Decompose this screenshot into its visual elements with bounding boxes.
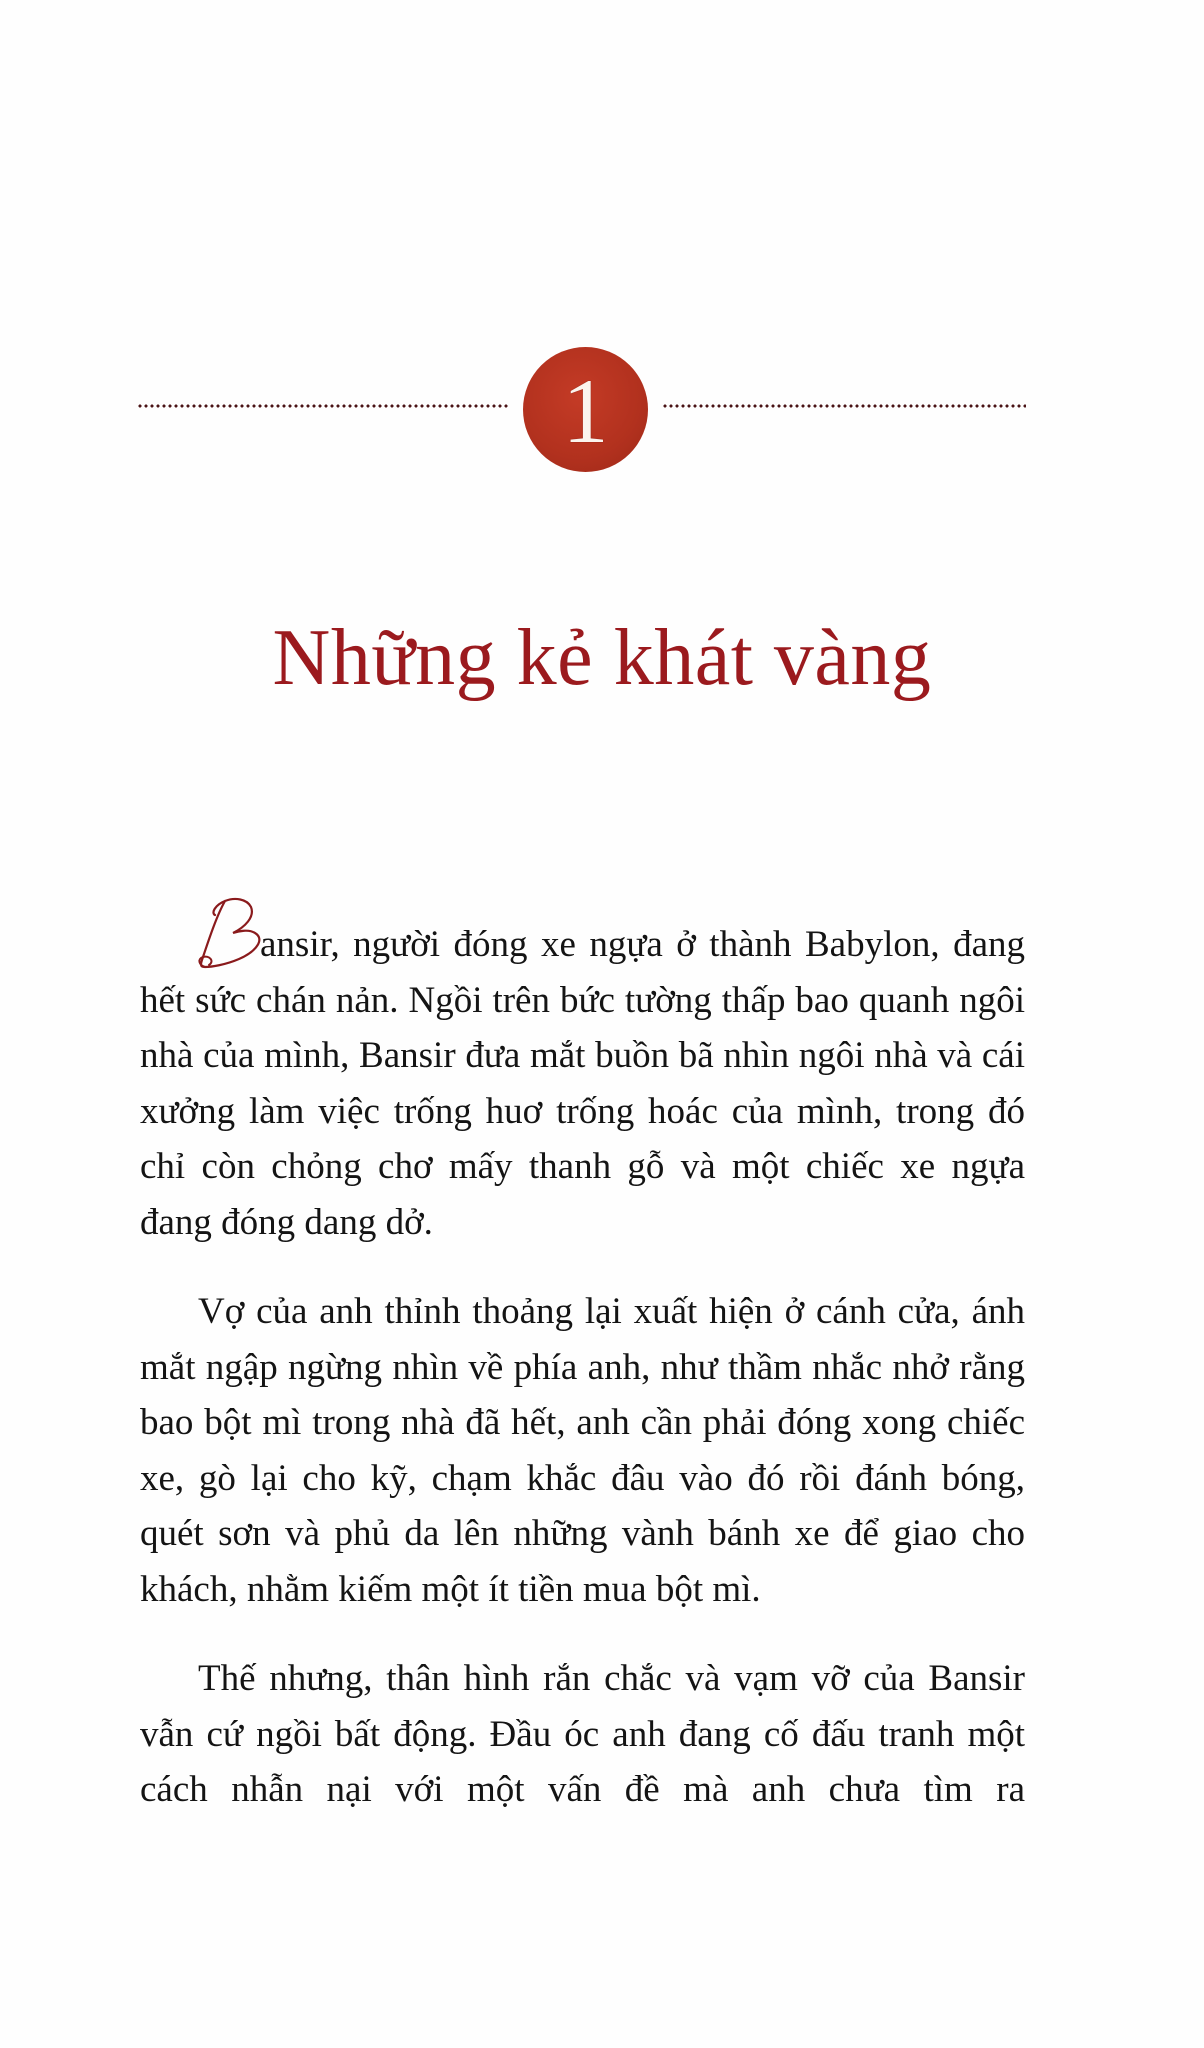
drop-cap-b-icon	[195, 895, 269, 971]
chapter-title: Những kẻ khát vàng	[272, 614, 932, 702]
paragraph: Thế nhưng, thân hình rắn chắc và vạm vỡ của Bansir vẫn cứ ngồi bất động. Đầu óc anh đang cố đấu tranh một cách nhẫn nại với một vấn đề mà anh chưa tìm ra	[140, 1658, 1025, 1810]
paragraph	[140, 917, 1025, 1250]
first-line-text: ansir, người đóng xe ngựa ở thành Babylon,	[260, 924, 940, 965]
chapter-divider-right	[662, 404, 1026, 408]
chapter-number-badge	[523, 347, 648, 472]
paragraph-text: đang hết sức chán nản. Ngồi trên bức tường thấp bao quanh ngôi nhà của mình, Bansir đưa mắt buồn bã nhìn ngôi nhà và cái xưởng làm việc trống huơ trống hoác của mình, trong đó chỉ còn chỏng chơ mấy thanh gỗ và một chiếc xe ngựa đang đóng dang dở.	[140, 924, 1026, 1243]
chapter-body	[140, 917, 1025, 1852]
chapter-number: 1	[562, 359, 609, 462]
paragraph: Vợ của anh thỉnh thoảng lại xuất hiện ở cánh cửa, ánh mắt ngập ngừng nhìn về phía anh, như thầm nhắc nhở rằng bao bột mì trong nhà đã hết, anh cần phải đóng xong chiếc xe, gò lại cho kỹ, chạm khắc đâu vào đó rồi đánh bóng, quét sơn và phủ da lên những vành bánh xe để giao cho khách, nhằm kiếm một ít tiền mua bột mì.	[140, 1291, 1025, 1610]
chapter-divider-left	[137, 404, 509, 408]
script-b-icon	[195, 895, 269, 971]
